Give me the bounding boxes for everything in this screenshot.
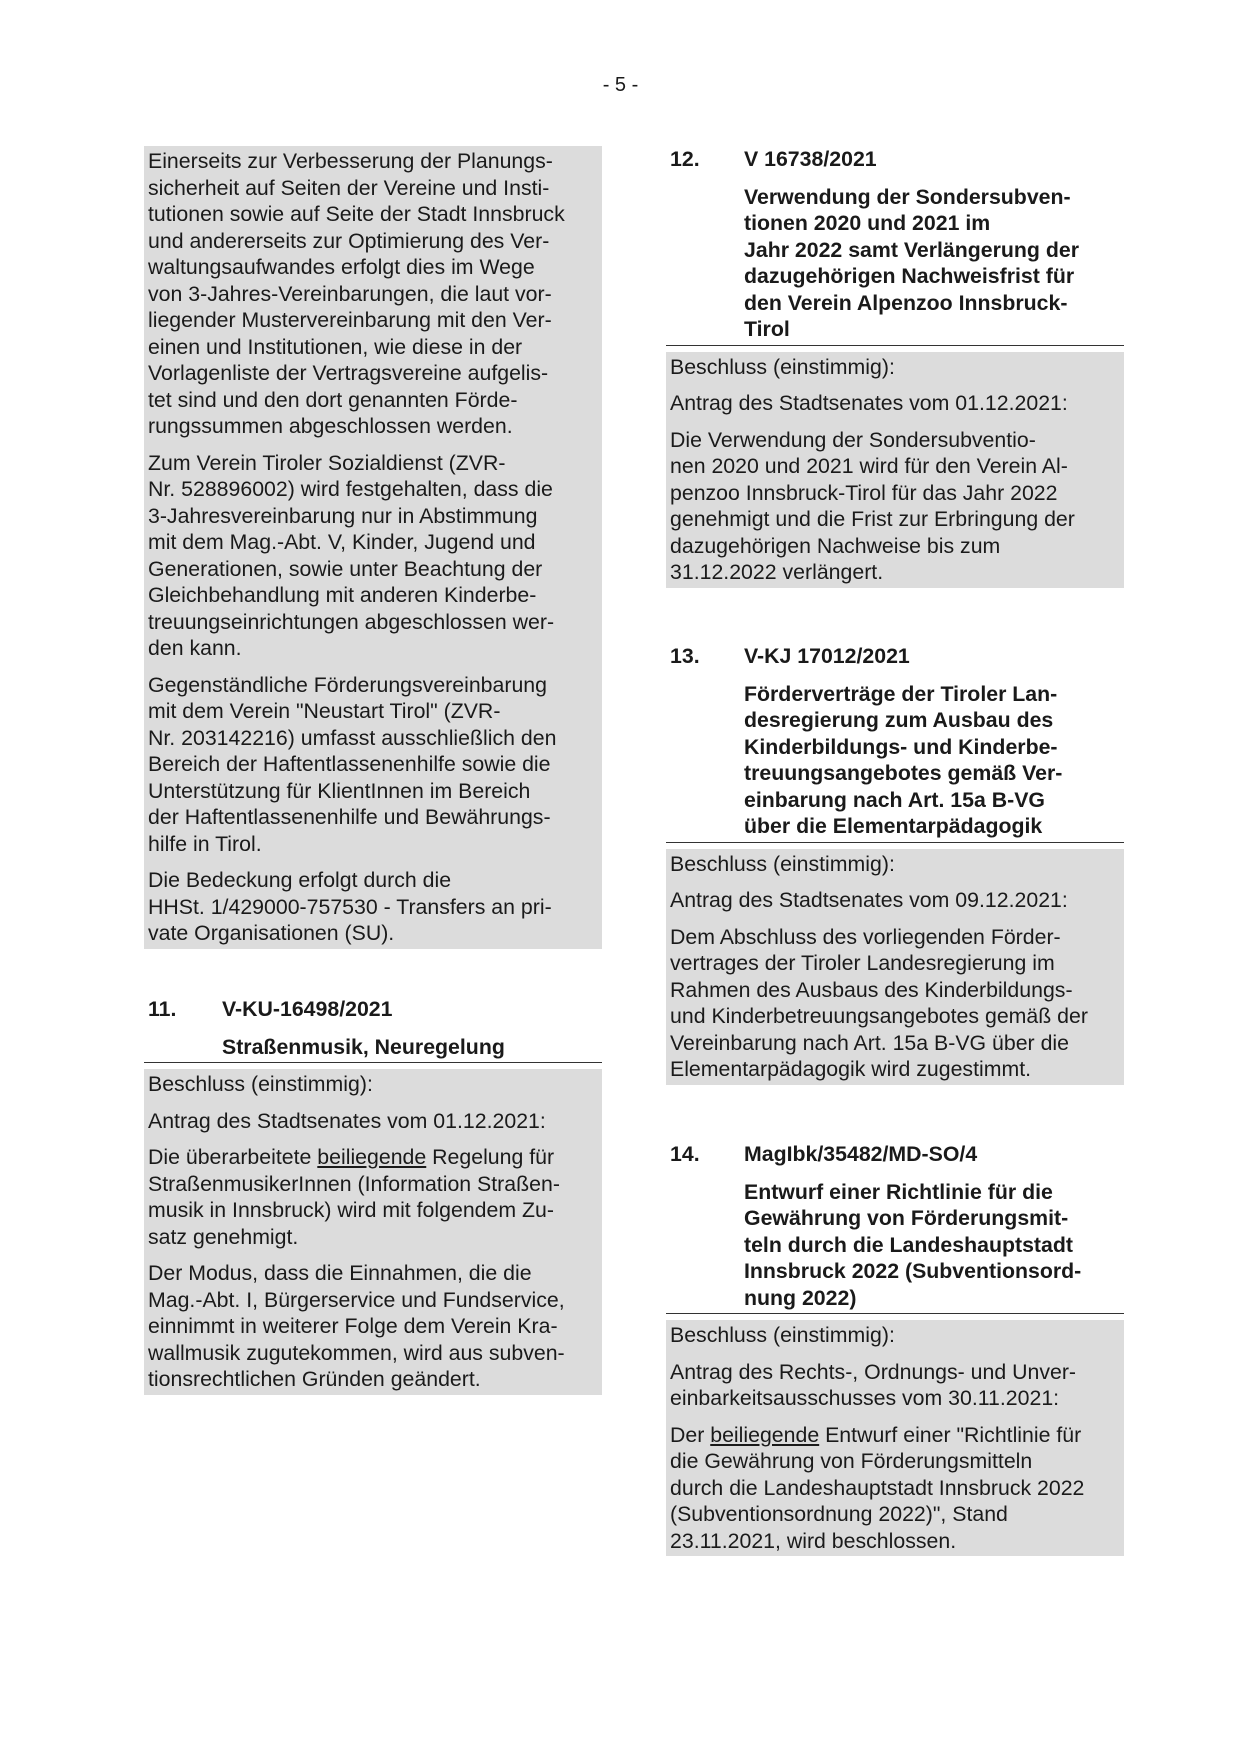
resolution-text (144, 1144, 602, 1250)
resolution-text: Dem Abschluss des vorliegenden Förder- vertrages der Tiroler Landesregierung im Rahmen des Ausbaus des Kinderbildungs- und Kinderbetreuungsangebotes gemäß der Vereinbarung nach Art. 15a B-VG über die Elementarpädagogik wird zugestimmt. (670, 924, 1088, 1081)
antrag-label: Antrag des Stadtsenates vom 01.12.2021: (670, 391, 1068, 415)
resolution-text-2: Der Modus, dass die Einnahmen, die die Mag.-Abt. I, Bürgerservice und Fundservice, einnimmt in weiterer Folge dem Verein Kra- wallmusik zugutekommen, wird aus subven- tionsrechtlichen Gründen geändert. (148, 1261, 565, 1391)
text-part: Der (670, 1422, 711, 1447)
beschluss-label: Beschluss (einstimmig): (670, 1323, 895, 1347)
divider (666, 345, 1124, 346)
page-number: - 5 - (602, 74, 639, 96)
item-14-resolution (666, 1320, 1124, 1556)
paragraph-planning: Einerseits zur Verbesserung der Planungs- sicherheit auf Seiten der Vereine und Insti- tutionen sowie auf Seite der Stadt Innsbruck und andererseits zur Optimierung des Ver- waltungsaufwandes erfolgt dies im Wege von 3-Jahres-Vereinbarungen, die laut vor- liegender Mustervereinbarung mit den Ver- einen und Institutionen, wie diese in der Vorlagenliste der Vertragsvereine aufgelis- tet sind und den dort genannten Förde- rungssummen abgeschlossen werden. (148, 149, 565, 438)
paragraph-neustart: Gegenständliche Förderungsvereinbarung mit dem Verein "Neustart Tirol" (ZVR- Nr. 203142216) umfasst ausschließlich den Bereich der Haftentlassenenhilfe sowie die Unterstützung für KlientInnen im Bereich der Haftentlassenenhilfe und Bewährungs- hilfe in Tirol. (148, 672, 557, 856)
item-code: V-KJ 17012/2021 (744, 644, 910, 668)
paragraph-bedeckung: Die Bedeckung erfolgt durch die HHSt. 1/429000-757530 - Transfers an pri- vate Organisationen (SU). (148, 868, 552, 945)
beiliegende-link[interactable]: beiliegende (317, 1145, 427, 1169)
item-13-header (666, 643, 1124, 670)
item-code: V-KU-16498/2021 (222, 997, 393, 1021)
resolution-text: Die Verwendung der Sondersubventio- nen 2020 und 2021 wird für den Verein Al- penzoo Innsbruck-Tirol für das Jahr 2022 genehmigt und die Frist zur Erbringung der dazugehörigen Nachweise bis zum 31.12.2022 verlängert. (670, 427, 1075, 584)
antrag-label: Antrag des Stadtsenates vom 09.12.2021: (670, 888, 1068, 912)
item-code: MagIbk/35482/MD-SO/4 (744, 1142, 978, 1166)
divider (666, 842, 1124, 843)
intro-block (144, 146, 602, 949)
antrag-label: Antrag des Rechts-, Ordnungs- und Unver- einbarkeitsausschusses vom 30.11.2021: (670, 1359, 1077, 1410)
text-part: Regelung für StraßenmusikerInnen (Information Straßen- musik in Innsbruck) wird mit folgendem Zu- satz genehmigt. (148, 1145, 560, 1249)
item-12-resolution (666, 352, 1124, 588)
item-12-header (666, 146, 1124, 173)
item-11-header (144, 996, 602, 1023)
beiliegende-link[interactable]: beiliegende (710, 1422, 820, 1447)
beschluss-label: Beschluss (einstimmig): (670, 851, 895, 876)
beschluss-label: Beschluss (einstimmig): (148, 1072, 373, 1096)
item-title: Förderverträge der Tiroler Lan- desregierung zum Ausbau des Kinderbildungs- und Kinderbe- treuungsangebotes gemäß Ver- einbarung nach Art. 15a B-VG über die Elementarpädagogik (744, 681, 1063, 838)
text-part: Entwurf einer "Richtlinie für die Gewährung von Förderungsmitteln durch die Landeshauptstadt Innsbruck 2022 (Subventionsordnung 2022)", Stand 23.11.2021, wird beschlossen. (670, 1422, 1085, 1553)
item-code: V 16738/2021 (744, 147, 877, 171)
item-number: 12. (670, 147, 700, 171)
beschluss-label: Beschluss (einstimmig): (670, 354, 895, 379)
antrag-label: Antrag des Stadtsenates vom 01.12.2021: (148, 1108, 546, 1133)
item-14-header (666, 1141, 1124, 1168)
item-11 (144, 996, 602, 1395)
item-number: 13. (670, 644, 700, 668)
left-column (144, 146, 602, 949)
item-13-resolution (666, 849, 1124, 1085)
divider (144, 1062, 602, 1063)
item-14 (666, 1141, 1124, 1556)
divider (666, 1313, 1124, 1314)
item-title: Straßenmusik, Neuregelung (222, 1034, 505, 1059)
item-12 (666, 146, 1124, 588)
item-13 (666, 643, 1124, 1085)
text-part: Die überarbeitete (148, 1145, 318, 1169)
item-title: Verwendung der Sondersubven- tionen 2020 und 2021 im Jahr 2022 samt Verlängerung der dazugehörigen Nachweisfrist für den Verein Alpenzoo Innsbruck- Tirol (744, 184, 1079, 341)
resolution-text (666, 1422, 1124, 1555)
item-number: 14. (670, 1142, 700, 1166)
paragraph-sozialdienst: Zum Verein Tiroler Sozialdienst (ZVR- Nr. 528896002) wird festgehalten, dass die 3-Jahresvereinbarung nur in Abstimmung mit dem Mag.-Abt. V, Kinder, Jugend und Generationen, sowie unter Beachtung der Gleichbehandlung mit anderen Kinderbe- treuungseinrichtungen abgeschlossen wer- den kann. (148, 450, 555, 660)
item-11-resolution (144, 1069, 602, 1395)
item-number: 11. (148, 997, 177, 1021)
item-title: Entwurf einer Richtlinie für die Gewährung von Förderungsmit- teln durch die Landeshauptstadt Innsbruck 2022 (Subventionsord- nung 2022) (744, 1179, 1082, 1310)
